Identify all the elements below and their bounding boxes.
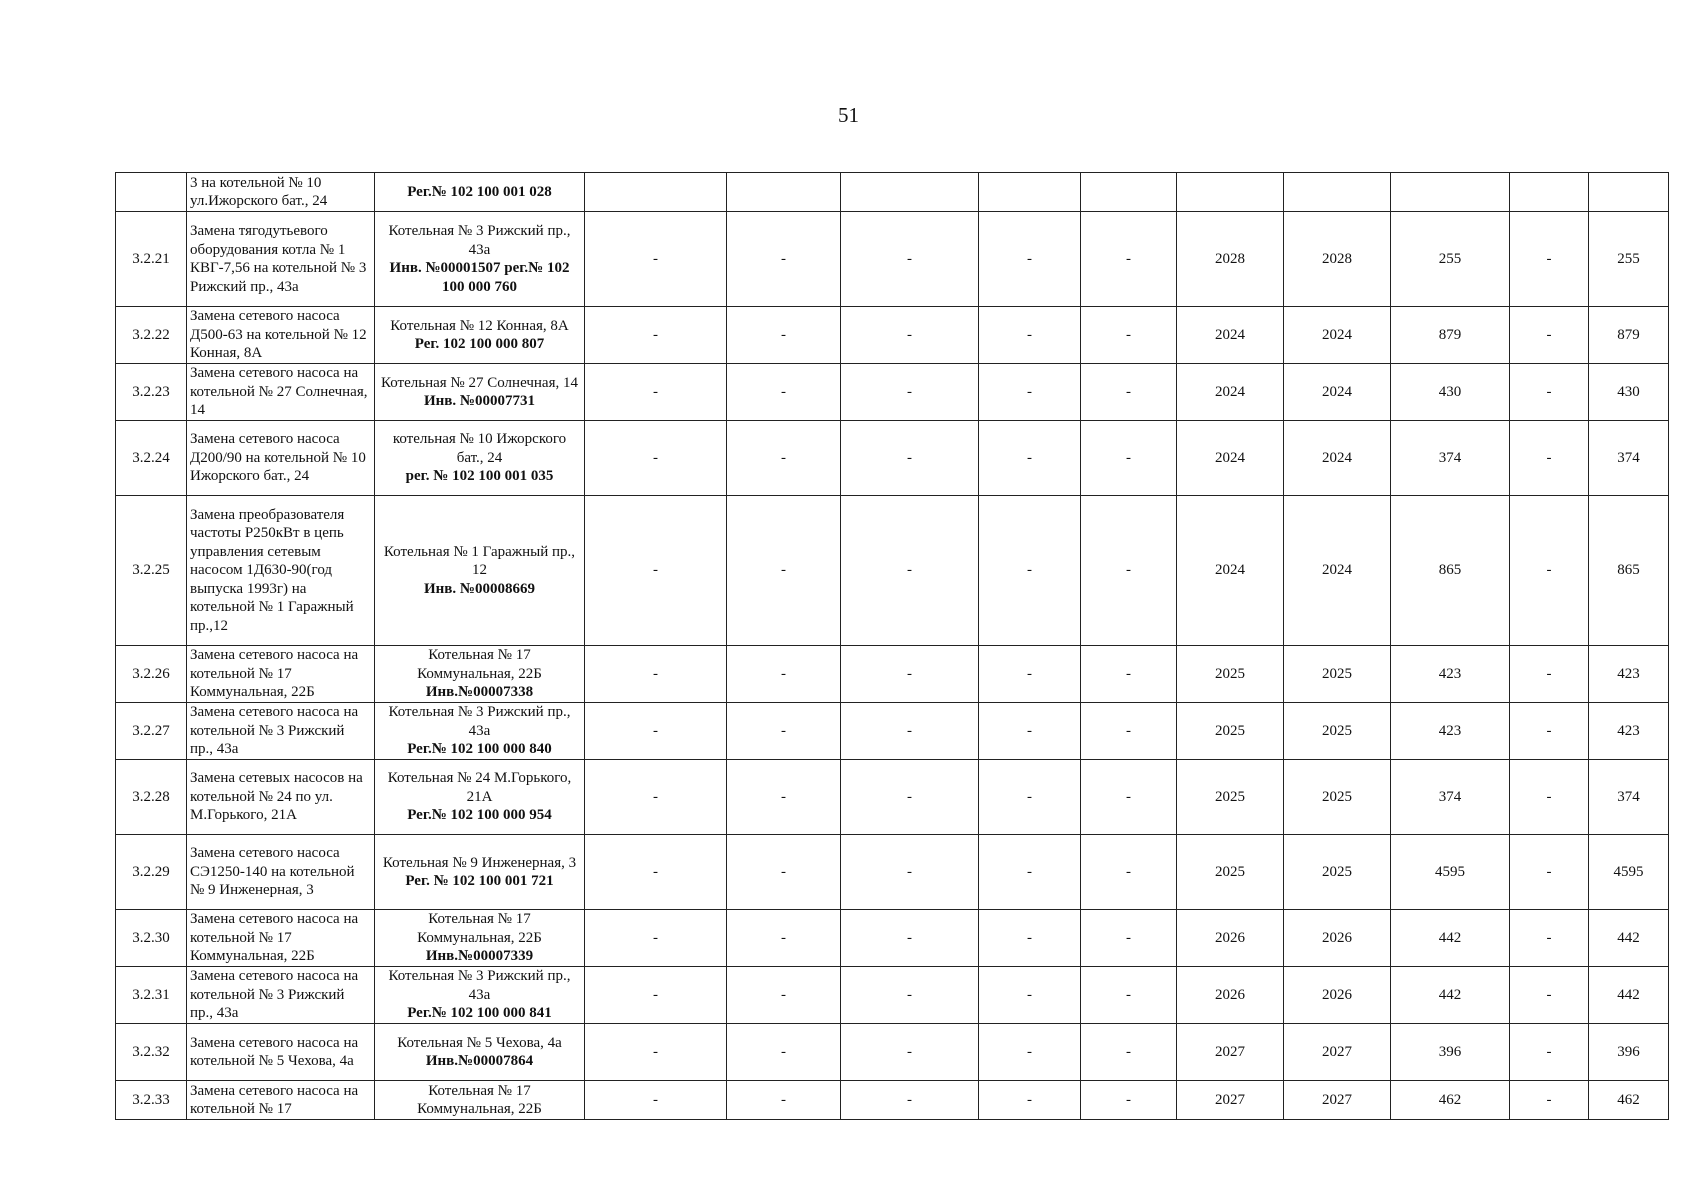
total-value: 865 bbox=[1589, 496, 1669, 646]
indicator-cell: - bbox=[585, 1081, 727, 1120]
table-row bbox=[116, 760, 1669, 835]
other-value: - bbox=[1510, 496, 1589, 646]
other-value: - bbox=[1510, 760, 1589, 835]
indicator-cell: - bbox=[841, 1081, 979, 1120]
object-address: Котельная № 1 Гаражный пр., 12 bbox=[383, 543, 576, 579]
indicator-cell bbox=[727, 173, 841, 212]
cost-value: 442 bbox=[1391, 910, 1510, 967]
table-row bbox=[116, 646, 1669, 703]
work-description: Замена сетевого насоса СЭ1250-140 на котельной № 9 Инженерная, 3 bbox=[187, 835, 375, 910]
total-value: 4595 bbox=[1589, 835, 1669, 910]
start-year: 2025 bbox=[1177, 703, 1284, 760]
indicator-cell: - bbox=[585, 307, 727, 364]
start-year bbox=[1177, 173, 1284, 212]
object-address: Котельная № 24 М.Горького, 21А bbox=[387, 770, 572, 805]
indicator-cell bbox=[979, 173, 1081, 212]
start-year: 2024 bbox=[1177, 364, 1284, 421]
investment-table bbox=[115, 172, 1669, 1120]
work-description: Замена сетевого насоса на котельной № 17 Коммунальная, 22Б bbox=[187, 646, 375, 703]
end-year: 2027 bbox=[1284, 1024, 1391, 1081]
start-year: 2027 bbox=[1177, 1024, 1284, 1081]
object-cell bbox=[375, 1081, 585, 1120]
indicator-cell: - bbox=[979, 421, 1081, 496]
item-number: 3.2.32 bbox=[116, 1024, 187, 1081]
object-cell bbox=[375, 307, 585, 364]
total-value: 396 bbox=[1589, 1024, 1669, 1081]
object-cell bbox=[375, 212, 585, 307]
indicator-cell: - bbox=[585, 1024, 727, 1081]
indicator-cell bbox=[1081, 173, 1177, 212]
cost-value: 423 bbox=[1391, 703, 1510, 760]
other-value: - bbox=[1510, 835, 1589, 910]
indicator-cell: - bbox=[979, 212, 1081, 307]
work-description: Замена сетевого насоса на котельной № 27 Солнечная, 14 bbox=[187, 364, 375, 421]
start-year: 2026 bbox=[1177, 910, 1284, 967]
object-address: Котельная № 3 Рижский пр., 43а bbox=[388, 704, 571, 739]
indicator-cell: - bbox=[585, 421, 727, 496]
indicator-cell: - bbox=[979, 835, 1081, 910]
indicator-cell: - bbox=[841, 1024, 979, 1081]
indicator-cell: - bbox=[979, 496, 1081, 646]
start-year: 2025 bbox=[1177, 646, 1284, 703]
cost-value: 374 bbox=[1391, 421, 1510, 496]
indicator-cell: - bbox=[727, 835, 841, 910]
object-cell bbox=[375, 173, 585, 212]
indicator-cell bbox=[841, 173, 979, 212]
cost-value: 423 bbox=[1391, 646, 1510, 703]
indicator-cell: - bbox=[841, 496, 979, 646]
indicator-cell: - bbox=[841, 967, 979, 1024]
total-value: 374 bbox=[1589, 760, 1669, 835]
cost-value: 396 bbox=[1391, 1024, 1510, 1081]
item-number: 3.2.30 bbox=[116, 910, 187, 967]
work-description: Замена преобразователя частоты Р250кВт в цепь управления сетевым насосом 1Д630-90(год выпуска 1993г) на котельной № 1 Гаражный пр.,12 bbox=[187, 496, 375, 646]
end-year: 2024 bbox=[1284, 364, 1391, 421]
indicator-cell: - bbox=[585, 646, 727, 703]
cost-value: 255 bbox=[1391, 212, 1510, 307]
table-row bbox=[116, 1024, 1669, 1081]
work-description: Замена сетевого насоса на котельной № 17 bbox=[187, 1081, 375, 1120]
end-year: 2026 bbox=[1284, 910, 1391, 967]
object-cell bbox=[375, 910, 585, 967]
indicator-cell: - bbox=[1081, 1024, 1177, 1081]
indicator-cell: - bbox=[727, 307, 841, 364]
indicator-cell: - bbox=[585, 212, 727, 307]
start-year: 2028 bbox=[1177, 212, 1284, 307]
indicator-cell: - bbox=[841, 364, 979, 421]
indicator-cell: - bbox=[841, 421, 979, 496]
start-year: 2024 bbox=[1177, 421, 1284, 496]
item-number: 3.2.28 bbox=[116, 760, 187, 835]
indicator-cell: - bbox=[979, 967, 1081, 1024]
indicator-cell: - bbox=[1081, 212, 1177, 307]
indicator-cell: - bbox=[1081, 967, 1177, 1024]
table-row bbox=[116, 1081, 1669, 1120]
work-description: 3 на котельной № 10 ул.Ижорского бат., 24 bbox=[187, 173, 375, 212]
table-row bbox=[116, 364, 1669, 421]
total-value: 374 bbox=[1589, 421, 1669, 496]
end-year: 2024 bbox=[1284, 496, 1391, 646]
work-description: Замена сетевого насоса на котельной № 17 Коммунальная, 22Б bbox=[187, 910, 375, 967]
object-registration: Инв. №00001507 рег.№ 102 100 000 760 bbox=[389, 260, 570, 295]
object-address: Котельная № 17 Коммунальная, 22Б bbox=[417, 1082, 542, 1117]
table-row bbox=[116, 835, 1669, 910]
item-number: 3.2.23 bbox=[116, 364, 187, 421]
indicator-cell: - bbox=[979, 703, 1081, 760]
other-value: - bbox=[1510, 307, 1589, 364]
table-row bbox=[116, 496, 1669, 646]
item-number: 3.2.31 bbox=[116, 967, 187, 1024]
work-description: Замена сетевого насоса Д200/90 на котельной № 10 Ижорского бат., 24 bbox=[187, 421, 375, 496]
object-cell bbox=[375, 835, 585, 910]
table-row bbox=[116, 703, 1669, 760]
object-address: Котельная № 12 Конная, 8А bbox=[390, 317, 569, 334]
cost-value bbox=[1391, 173, 1510, 212]
other-value: - bbox=[1510, 421, 1589, 496]
work-description: Замена сетевого насоса на котельной № 3 Рижский пр., 43а bbox=[187, 967, 375, 1024]
object-registration: Инв. №00007731 bbox=[424, 393, 535, 409]
end-year: 2025 bbox=[1284, 646, 1391, 703]
indicator-cell: - bbox=[841, 760, 979, 835]
item-number: 3.2.33 bbox=[116, 1081, 187, 1120]
indicator-cell: - bbox=[585, 760, 727, 835]
end-year: 2025 bbox=[1284, 703, 1391, 760]
object-address: Котельная № 3 Рижский пр., 43а bbox=[388, 223, 571, 258]
end-year: 2024 bbox=[1284, 421, 1391, 496]
work-description: Замена тягодутьевого оборудования котла № 1 КВГ-7,56 на котельной № 3 Рижский пр., 43а bbox=[187, 212, 375, 307]
indicator-cell: - bbox=[727, 364, 841, 421]
indicator-cell: - bbox=[841, 212, 979, 307]
cost-value: 442 bbox=[1391, 967, 1510, 1024]
object-registration: Инв.№00007864 bbox=[425, 1053, 534, 1069]
work-description: Замена сетевых насосов на котельной № 24 по ул. М.Горького, 21А bbox=[187, 760, 375, 835]
cost-value: 4595 bbox=[1391, 835, 1510, 910]
other-value: - bbox=[1510, 646, 1589, 703]
indicator-cell: - bbox=[841, 703, 979, 760]
total-value: 423 bbox=[1589, 646, 1669, 703]
cost-value: 462 bbox=[1391, 1081, 1510, 1120]
table-row bbox=[116, 967, 1669, 1024]
end-year: 2028 bbox=[1284, 212, 1391, 307]
indicator-cell: - bbox=[1081, 646, 1177, 703]
table-row bbox=[116, 212, 1669, 307]
item-number: 3.2.25 bbox=[116, 496, 187, 646]
indicator-cell bbox=[585, 173, 727, 212]
object-registration: Рег.№ 102 100 001 028 bbox=[407, 183, 552, 200]
indicator-cell: - bbox=[1081, 496, 1177, 646]
indicator-cell: - bbox=[727, 703, 841, 760]
object-cell bbox=[375, 646, 585, 703]
other-value: - bbox=[1510, 703, 1589, 760]
indicator-cell: - bbox=[585, 967, 727, 1024]
indicator-cell: - bbox=[727, 967, 841, 1024]
indicator-cell: - bbox=[727, 496, 841, 646]
total-value: 442 bbox=[1589, 910, 1669, 967]
start-year: 2024 bbox=[1177, 307, 1284, 364]
other-value: - bbox=[1510, 364, 1589, 421]
end-year: 2026 bbox=[1284, 967, 1391, 1024]
item-number bbox=[116, 173, 187, 212]
item-number: 3.2.22 bbox=[116, 307, 187, 364]
indicator-cell: - bbox=[727, 910, 841, 967]
indicator-cell: - bbox=[727, 646, 841, 703]
object-address: Котельная № 27 Солнечная, 14 bbox=[381, 374, 578, 391]
total-value: 423 bbox=[1589, 703, 1669, 760]
object-registration: Рег.№ 102 100 000 840 bbox=[407, 741, 552, 758]
indicator-cell: - bbox=[727, 1081, 841, 1120]
table-row bbox=[116, 173, 1669, 212]
work-description: Замена сетевого насоса на котельной № 3 Рижский пр., 43а bbox=[187, 703, 375, 760]
indicator-cell: - bbox=[841, 646, 979, 703]
start-year: 2024 bbox=[1177, 496, 1284, 646]
object-registration: Инв.№00007338 bbox=[425, 684, 534, 701]
table-row bbox=[116, 421, 1669, 496]
object-registration: Рег. 102 100 000 807 bbox=[414, 336, 545, 352]
indicator-cell: - bbox=[1081, 364, 1177, 421]
total-value: 462 bbox=[1589, 1081, 1669, 1120]
indicator-cell: - bbox=[979, 1081, 1081, 1120]
other-value: - bbox=[1510, 1024, 1589, 1081]
indicator-cell: - bbox=[841, 835, 979, 910]
total-value: 430 bbox=[1589, 364, 1669, 421]
indicator-cell: - bbox=[979, 646, 1081, 703]
object-registration: Рег.№ 102 100 000 841 bbox=[407, 1005, 552, 1022]
item-number: 3.2.21 bbox=[116, 212, 187, 307]
total-value: 879 bbox=[1589, 307, 1669, 364]
cost-value: 430 bbox=[1391, 364, 1510, 421]
other-value bbox=[1510, 173, 1589, 212]
object-registration: рег. № 102 100 001 035 bbox=[405, 468, 554, 485]
indicator-cell: - bbox=[1081, 835, 1177, 910]
other-value: - bbox=[1510, 212, 1589, 307]
item-number: 3.2.27 bbox=[116, 703, 187, 760]
item-number: 3.2.29 bbox=[116, 835, 187, 910]
object-cell bbox=[375, 364, 585, 421]
work-description: Замена сетевого насоса на котельной № 5 Чехова, 4а bbox=[187, 1024, 375, 1081]
cost-value: 374 bbox=[1391, 760, 1510, 835]
other-value: - bbox=[1510, 1081, 1589, 1120]
object-cell bbox=[375, 760, 585, 835]
end-year: 2025 bbox=[1284, 760, 1391, 835]
object-cell bbox=[375, 967, 585, 1024]
object-cell bbox=[375, 703, 585, 760]
start-year: 2026 bbox=[1177, 967, 1284, 1024]
end-year: 2024 bbox=[1284, 307, 1391, 364]
end-year: 2025 bbox=[1284, 835, 1391, 910]
object-address: Котельная № 3 Рижский пр., 43а bbox=[388, 968, 571, 1003]
indicator-cell: - bbox=[1081, 421, 1177, 496]
cost-value: 865 bbox=[1391, 496, 1510, 646]
object-registration: Инв. №00008669 bbox=[424, 580, 535, 597]
indicator-cell: - bbox=[727, 421, 841, 496]
table-row bbox=[116, 910, 1669, 967]
cost-value: 879 bbox=[1391, 307, 1510, 364]
indicator-cell: - bbox=[585, 364, 727, 421]
work-description: Замена сетевого насоса Д500-63 на котельной № 12 Конная, 8А bbox=[187, 307, 375, 364]
object-address: Котельная № 17 Коммунальная, 22Б bbox=[417, 911, 542, 946]
object-registration: Рег.№ 102 100 000 954 bbox=[407, 807, 552, 824]
start-year: 2025 bbox=[1177, 760, 1284, 835]
other-value: - bbox=[1510, 967, 1589, 1024]
indicator-cell: - bbox=[979, 364, 1081, 421]
object-cell bbox=[375, 1024, 585, 1081]
indicator-cell: - bbox=[585, 703, 727, 760]
total-value: 255 bbox=[1589, 212, 1669, 307]
indicator-cell: - bbox=[841, 910, 979, 967]
indicator-cell: - bbox=[585, 835, 727, 910]
total-value bbox=[1589, 173, 1669, 212]
object-cell bbox=[375, 421, 585, 496]
indicator-cell: - bbox=[727, 212, 841, 307]
item-number: 3.2.24 bbox=[116, 421, 187, 496]
object-address: Котельная № 9 Инженерная, 3 bbox=[382, 854, 577, 871]
indicator-cell: - bbox=[1081, 307, 1177, 364]
indicator-cell: - bbox=[979, 760, 1081, 835]
indicator-cell: - bbox=[979, 1024, 1081, 1081]
object-address: котельная № 10 Ижорского бат., 24 bbox=[392, 431, 567, 466]
start-year: 2025 bbox=[1177, 835, 1284, 910]
object-cell bbox=[375, 496, 585, 646]
table-row bbox=[116, 307, 1669, 364]
end-year bbox=[1284, 173, 1391, 212]
indicator-cell: - bbox=[727, 760, 841, 835]
object-registration: Рег. № 102 100 001 721 bbox=[405, 873, 554, 889]
end-year: 2027 bbox=[1284, 1081, 1391, 1120]
indicator-cell: - bbox=[727, 1024, 841, 1081]
indicator-cell: - bbox=[1081, 1081, 1177, 1120]
indicator-cell: - bbox=[1081, 760, 1177, 835]
object-registration: Инв.№00007339 bbox=[425, 948, 534, 965]
indicator-cell: - bbox=[1081, 910, 1177, 967]
other-value: - bbox=[1510, 910, 1589, 967]
table-body bbox=[116, 173, 1669, 1120]
object-address: Котельная № 17 Коммунальная, 22Б bbox=[417, 647, 542, 682]
indicator-cell: - bbox=[585, 910, 727, 967]
start-year: 2027 bbox=[1177, 1081, 1284, 1120]
item-number: 3.2.26 bbox=[116, 646, 187, 703]
page-number: 51 bbox=[838, 103, 859, 127]
indicator-cell: - bbox=[979, 910, 1081, 967]
total-value: 442 bbox=[1589, 967, 1669, 1024]
indicator-cell: - bbox=[1081, 703, 1177, 760]
indicator-cell: - bbox=[979, 307, 1081, 364]
object-address: Котельная № 5 Чехова, 4а bbox=[397, 1034, 562, 1051]
indicator-cell: - bbox=[841, 307, 979, 364]
indicator-cell: - bbox=[585, 496, 727, 646]
